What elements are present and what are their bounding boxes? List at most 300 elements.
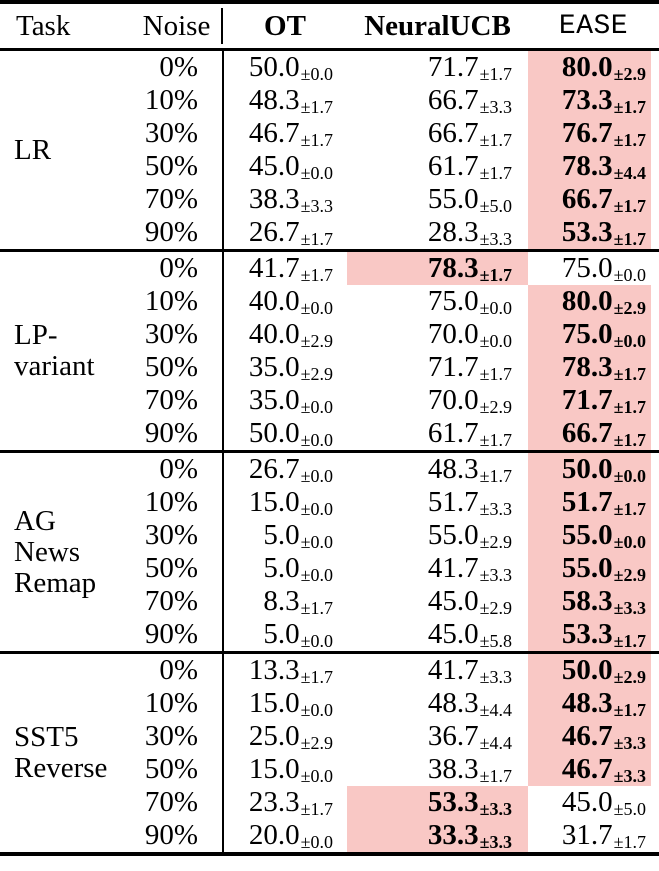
cell-ot <box>223 585 347 618</box>
cell-box <box>528 486 651 519</box>
score-stddev: ±5.8 <box>479 631 512 651</box>
score <box>562 419 646 448</box>
score-stddev: ±1.7 <box>613 430 646 450</box>
score <box>562 386 646 415</box>
score-stddev: ±2.9 <box>300 733 333 753</box>
score <box>263 521 333 550</box>
cell-box <box>347 84 528 117</box>
cell-box <box>347 819 528 852</box>
score-stddev: ±3.3 <box>479 565 512 585</box>
score-stddev: ±1.7 <box>613 631 646 651</box>
task-label-line: News <box>14 535 81 568</box>
score-mean: 55.0 <box>561 519 613 551</box>
score-stddev: ±0.0 <box>300 766 333 786</box>
score <box>562 119 646 148</box>
score-stddev: ±3.3 <box>479 799 512 819</box>
cell-box <box>528 351 651 384</box>
score-stddev: ±3.3 <box>479 667 512 687</box>
score-stddev: ±2.9 <box>300 331 333 351</box>
score <box>562 620 646 649</box>
score-mean: 35.0 <box>248 384 300 416</box>
cell-box <box>347 117 528 150</box>
cell-box <box>528 183 651 216</box>
cell-box <box>528 252 651 285</box>
score-stddev: ±0.0 <box>300 397 333 417</box>
cell-ot <box>223 417 347 452</box>
cell-box <box>347 183 528 216</box>
cell-ease <box>528 251 659 286</box>
score-mean: 26.7 <box>248 216 300 248</box>
score-mean: 75.0 <box>427 285 479 317</box>
cell-ease <box>528 417 659 452</box>
cell-ease <box>528 819 659 854</box>
score <box>249 320 333 349</box>
score-stddev: ±2.9 <box>613 64 646 84</box>
cell-box <box>528 318 651 351</box>
cell-box <box>224 720 347 753</box>
score <box>428 287 512 316</box>
score <box>562 587 646 616</box>
score-mean: 66.7 <box>427 117 479 149</box>
cell-neuralucb <box>347 84 528 117</box>
score <box>562 152 646 181</box>
score-stddev: ±1.7 <box>613 196 646 216</box>
cell-box <box>528 720 651 753</box>
cell-box <box>347 753 528 786</box>
score-mean: 70.0 <box>427 318 479 350</box>
score-stddev: ±0.0 <box>300 565 333 585</box>
score <box>562 185 646 214</box>
cell-box <box>528 786 651 819</box>
cell-neuralucb <box>347 117 528 150</box>
score-mean: 71.7 <box>427 51 479 83</box>
cell-neuralucb <box>347 819 528 854</box>
cell-ot <box>223 84 347 117</box>
score-stddev: ±1.7 <box>613 97 646 117</box>
cell-box <box>347 618 528 651</box>
score <box>428 185 512 214</box>
score-stddev: ±1.7 <box>479 466 512 486</box>
noise-level: 30% <box>130 318 223 351</box>
task-label-line: Remap <box>14 566 97 599</box>
noise-level: 30% <box>130 720 223 753</box>
cell-box <box>224 351 347 384</box>
cell-box <box>347 285 528 318</box>
score-mean: 41.7 <box>427 552 479 584</box>
score-stddev: ±0.0 <box>300 631 333 651</box>
score-stddev: ±1.7 <box>479 64 512 84</box>
score-mean: 5.0 <box>263 618 300 650</box>
score-stddev: ±3.3 <box>479 229 512 249</box>
score-mean: 78.3 <box>561 351 613 383</box>
score-stddev: ±0.0 <box>300 430 333 450</box>
cell-ease <box>528 552 659 585</box>
cell-ot <box>223 150 347 183</box>
score <box>428 455 512 484</box>
cell-box <box>224 819 347 852</box>
cell-neuralucb <box>347 452 528 487</box>
cell-ot <box>223 452 347 487</box>
cell-ease <box>528 486 659 519</box>
score-stddev: ±4.4 <box>613 163 646 183</box>
score-stddev: ±3.3 <box>613 598 646 618</box>
score-stddev: ±5.0 <box>613 799 646 819</box>
cell-box <box>347 252 528 285</box>
score <box>562 218 646 247</box>
score-mean: 45.0 <box>427 585 479 617</box>
task-label-line: LR <box>14 133 52 166</box>
cell-box <box>224 51 347 84</box>
noise-level: 30% <box>130 117 223 150</box>
score <box>428 419 512 448</box>
cell-box <box>528 384 651 417</box>
score-mean: 50.0 <box>561 453 613 485</box>
score <box>562 554 646 583</box>
cell-neuralucb <box>347 351 528 384</box>
score <box>428 386 512 415</box>
cell-box <box>224 183 347 216</box>
task-label-line: variant <box>14 350 95 382</box>
cell-box <box>347 453 528 486</box>
cell-neuralucb <box>347 384 528 417</box>
score-mean: 23.3 <box>248 786 300 818</box>
score <box>428 86 512 115</box>
score <box>428 521 512 550</box>
score <box>428 821 512 850</box>
score-stddev: ±0.0 <box>300 499 333 519</box>
score <box>428 587 512 616</box>
cell-box <box>224 453 347 486</box>
score <box>428 353 512 382</box>
score <box>562 488 646 517</box>
cell-box <box>347 384 528 417</box>
cell-box <box>347 786 528 819</box>
score-mean: 48.3 <box>248 84 300 116</box>
cell-box <box>224 318 347 351</box>
noise-level: 90% <box>130 216 223 251</box>
cell-neuralucb <box>347 786 528 819</box>
score <box>562 86 646 115</box>
score-mean: 55.0 <box>561 552 613 584</box>
score <box>428 620 512 649</box>
table-row <box>0 251 659 286</box>
task-label <box>0 50 130 251</box>
noise-level: 70% <box>130 384 223 417</box>
score-mean: 28.3 <box>427 216 479 248</box>
cell-box <box>224 384 347 417</box>
score <box>562 788 646 817</box>
task-group-2 <box>0 251 659 452</box>
cell-neuralucb <box>347 552 528 585</box>
cell-ease <box>528 653 659 688</box>
cell-box <box>528 618 651 651</box>
score-stddev: ±4.4 <box>479 700 512 720</box>
cell-box <box>347 318 528 351</box>
score <box>562 755 646 784</box>
cell-box <box>224 150 347 183</box>
score-stddev: ±1.7 <box>300 229 333 249</box>
score-stddev: ±2.9 <box>479 532 512 552</box>
noise-level: 10% <box>130 486 223 519</box>
score-mean: 45.0 <box>427 618 479 650</box>
noise-level: 90% <box>130 819 223 854</box>
score-stddev: ±1.7 <box>300 130 333 150</box>
score <box>263 587 333 616</box>
cell-box <box>528 285 651 318</box>
score-mean: 45.0 <box>561 786 613 818</box>
cell-neuralucb <box>347 216 528 251</box>
score <box>249 455 333 484</box>
score-stddev: ±0.0 <box>300 700 333 720</box>
cell-box <box>528 819 651 852</box>
cell-ease <box>528 753 659 786</box>
score <box>249 218 333 247</box>
cell-neuralucb <box>347 486 528 519</box>
score-stddev: ±1.7 <box>479 766 512 786</box>
cell-ot <box>223 519 347 552</box>
score-mean: 66.7 <box>561 417 613 449</box>
cell-box <box>528 51 651 84</box>
score-stddev: ±0.0 <box>300 832 333 852</box>
score-stddev: ±1.7 <box>613 229 646 249</box>
score-mean: 73.3 <box>561 84 613 116</box>
noise-level: 0% <box>130 50 223 85</box>
col-header-noise: Noise <box>130 2 223 50</box>
score-stddev: ±5.0 <box>479 196 512 216</box>
score <box>249 821 333 850</box>
score-mean: 26.7 <box>248 453 300 485</box>
score <box>428 218 512 247</box>
cell-ease <box>528 84 659 117</box>
score-mean: 38.3 <box>427 753 479 785</box>
score <box>428 656 512 685</box>
cell-box <box>224 252 347 285</box>
score-mean: 13.3 <box>248 654 300 686</box>
noise-level: 90% <box>130 618 223 653</box>
score <box>562 455 646 484</box>
cell-ease <box>528 183 659 216</box>
score-mean: 80.0 <box>561 51 613 83</box>
score-stddev: ±0.0 <box>613 265 646 285</box>
cell-box <box>224 117 347 150</box>
score-stddev: ±0.0 <box>479 331 512 351</box>
cell-ot <box>223 653 347 688</box>
score-stddev: ±0.0 <box>300 163 333 183</box>
score <box>263 620 333 649</box>
score <box>249 755 333 784</box>
score-mean: 8.3 <box>263 585 300 617</box>
noise-level: 70% <box>130 183 223 216</box>
score-mean: 50.0 <box>248 51 300 83</box>
score <box>249 419 333 448</box>
cell-ot <box>223 50 347 85</box>
noise-level: 0% <box>130 653 223 688</box>
cell-ease <box>528 351 659 384</box>
task-label-line: Reverse <box>14 752 108 784</box>
score-mean: 71.7 <box>427 351 479 383</box>
score-stddev: ±0.0 <box>613 331 646 351</box>
cell-box <box>347 720 528 753</box>
cell-ease <box>528 585 659 618</box>
score <box>428 152 512 181</box>
cell-box <box>224 552 347 585</box>
cell-box <box>528 150 651 183</box>
cell-box <box>347 417 528 450</box>
task-group-1 <box>0 50 659 251</box>
score-stddev: ±1.7 <box>300 667 333 687</box>
cell-ease <box>528 687 659 720</box>
score-mean: 41.7 <box>248 252 300 284</box>
noise-level: 10% <box>130 84 223 117</box>
score-stddev: ±0.0 <box>613 466 646 486</box>
score <box>428 689 512 718</box>
cell-ot <box>223 819 347 854</box>
cell-ease <box>528 285 659 318</box>
score-mean: 66.7 <box>561 183 613 215</box>
score-mean: 58.3 <box>561 585 613 617</box>
cell-ease <box>528 150 659 183</box>
score <box>249 656 333 685</box>
score-stddev: ±1.7 <box>613 832 646 852</box>
cell-ease <box>528 117 659 150</box>
score <box>249 152 333 181</box>
score <box>562 656 646 685</box>
score-mean: 76.7 <box>561 117 613 149</box>
score <box>249 722 333 751</box>
score-stddev: ±0.0 <box>300 466 333 486</box>
header-row <box>0 2 659 50</box>
score-stddev: ±3.3 <box>613 766 646 786</box>
cell-ot <box>223 384 347 417</box>
score-mean: 55.0 <box>427 519 479 551</box>
cell-ot <box>223 216 347 251</box>
score <box>428 53 512 82</box>
task-label-line: LP- <box>14 319 58 351</box>
cell-neuralucb <box>347 183 528 216</box>
score <box>249 119 333 148</box>
score-stddev: ±1.7 <box>479 364 512 384</box>
cell-ease <box>528 384 659 417</box>
score-mean: 40.0 <box>248 318 300 350</box>
cell-ot <box>223 251 347 286</box>
cell-box <box>347 552 528 585</box>
score-stddev: ±2.9 <box>300 364 333 384</box>
cell-box <box>528 216 651 249</box>
score-stddev: ±3.3 <box>479 832 512 852</box>
score <box>263 554 333 583</box>
cell-ot <box>223 285 347 318</box>
score-mean: 15.0 <box>248 486 300 518</box>
cell-box <box>347 351 528 384</box>
score-mean: 31.7 <box>561 819 613 851</box>
score <box>428 254 512 283</box>
cell-ease <box>528 318 659 351</box>
score-stddev: ±0.0 <box>613 532 646 552</box>
cell-ot <box>223 720 347 753</box>
score-stddev: ±0.0 <box>300 64 333 84</box>
score <box>428 554 512 583</box>
score-mean: 35.0 <box>248 351 300 383</box>
score-stddev: ±1.7 <box>613 700 646 720</box>
score-mean: 53.3 <box>561 618 613 650</box>
cell-box <box>347 519 528 552</box>
task-label-line: AG <box>14 504 56 537</box>
table-header <box>0 2 659 50</box>
score <box>428 488 512 517</box>
cell-box <box>347 51 528 84</box>
score-stddev: ±1.7 <box>613 499 646 519</box>
cell-neuralucb <box>347 753 528 786</box>
cell-box <box>224 84 347 117</box>
task-label-line: SST5 <box>14 721 79 753</box>
score-mean: 5.0 <box>263 519 300 551</box>
cell-ot <box>223 117 347 150</box>
noise-level: 70% <box>130 585 223 618</box>
cell-ot <box>223 786 347 819</box>
cell-box <box>528 417 651 450</box>
score-mean: 75.0 <box>561 252 613 284</box>
cell-box <box>224 285 347 318</box>
col-header-neuralucb: NeuralUCB <box>347 2 528 50</box>
cell-box <box>224 417 347 450</box>
score <box>249 353 333 382</box>
score-stddev: ±0.0 <box>479 298 512 318</box>
table-row <box>0 452 659 487</box>
cell-box <box>224 786 347 819</box>
cell-box <box>224 519 347 552</box>
score-mean: 5.0 <box>263 552 300 584</box>
score-mean: 51.7 <box>427 486 479 518</box>
cell-ot <box>223 486 347 519</box>
score-mean: 46.7 <box>561 720 613 752</box>
score <box>428 320 512 349</box>
cell-box <box>528 453 651 486</box>
cell-ot <box>223 318 347 351</box>
score-mean: 46.7 <box>248 117 300 149</box>
cell-neuralucb <box>347 318 528 351</box>
score <box>249 287 333 316</box>
noise-level: 50% <box>130 552 223 585</box>
score-mean: 15.0 <box>248 753 300 785</box>
score <box>562 53 646 82</box>
score-mean: 45.0 <box>248 150 300 182</box>
task-label <box>0 251 130 452</box>
score <box>562 254 646 283</box>
cell-neuralucb <box>347 417 528 452</box>
col-header-ease: EASE <box>528 2 659 50</box>
score <box>562 521 646 550</box>
score-stddev: ±1.7 <box>613 130 646 150</box>
cell-box <box>224 486 347 519</box>
task-label <box>0 452 130 653</box>
cell-neuralucb <box>347 150 528 183</box>
score-stddev: ±3.3 <box>479 97 512 117</box>
score-mean: 53.3 <box>561 216 613 248</box>
score-stddev: ±1.7 <box>479 430 512 450</box>
score-mean: 41.7 <box>427 654 479 686</box>
score <box>428 755 512 784</box>
cell-ot <box>223 183 347 216</box>
score-mean: 71.7 <box>561 384 613 416</box>
score-mean: 25.0 <box>248 720 300 752</box>
score <box>249 689 333 718</box>
cell-neuralucb <box>347 653 528 688</box>
cell-ease <box>528 786 659 819</box>
score-stddev: ±2.9 <box>479 397 512 417</box>
cell-box <box>347 216 528 249</box>
score-mean: 78.3 <box>561 150 613 182</box>
cell-ease <box>528 519 659 552</box>
